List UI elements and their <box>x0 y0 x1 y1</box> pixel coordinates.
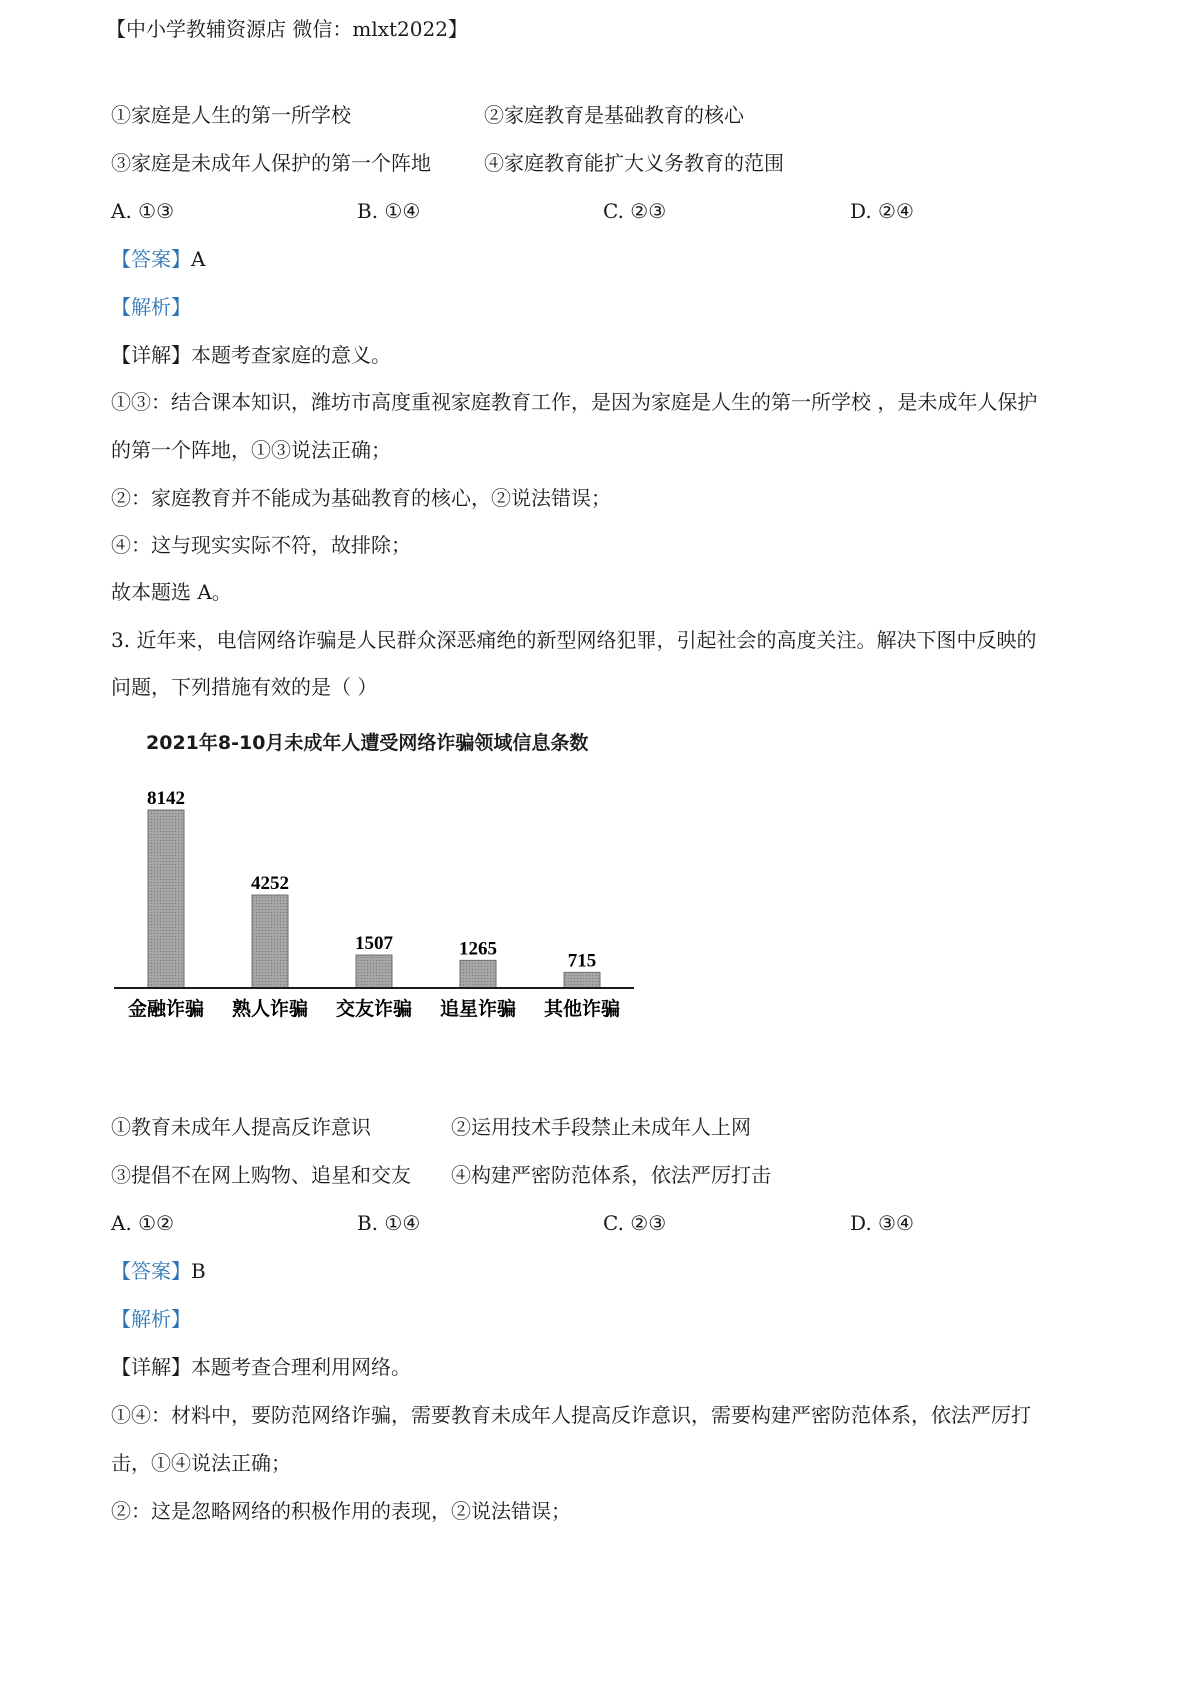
q2-explain-1a: ①③：结合课本知识，潍坊市高度重视家庭教育工作，是因为家庭是人生的第一所学校 ，是未成年人保护 <box>111 390 1038 414</box>
q2-answer <box>111 245 205 273</box>
bar-3 <box>356 955 392 988</box>
category-label-5: 其他诈骗 <box>543 998 621 1020</box>
category-label-2: 熟人诈骗 <box>231 998 309 1020</box>
q2-analysis-tag: 【解析】 <box>111 295 191 319</box>
bar-5 <box>564 972 600 988</box>
bar-value-label-3: 1507 <box>355 933 393 955</box>
q2-detail: 【详解】本题考查家庭的意义。 <box>111 343 391 367</box>
q2-choice-c: C. ②③ <box>603 199 667 223</box>
q2-option-1: ①家庭是人生的第一所学校 <box>111 103 351 127</box>
q3-choice-a: A. ①② <box>111 1211 175 1235</box>
q2-choice-a: A. ①③ <box>111 199 175 223</box>
q3-option-4: ④构建严密防范体系，依法严厉打击 <box>451 1163 771 1187</box>
q3-explain-2: ②：这是忽略网络的积极作用的表现，②说法错误； <box>111 1499 571 1523</box>
q3-choice-c: C. ②③ <box>603 1211 667 1235</box>
q3-explain-1b: 击，①④说法正确； <box>111 1451 291 1475</box>
q2-conclusion: 故本题选 A。 <box>111 580 232 604</box>
q2-option-4: ④家庭教育能扩大义务教育的范围 <box>484 151 784 175</box>
q3-choice-d: D. ③④ <box>850 1211 914 1235</box>
bar-value-label-2: 4252 <box>251 873 289 895</box>
bar-1 <box>148 810 184 988</box>
q3-stem-b: 问题，下列措施有效的是（ ） <box>111 675 378 699</box>
q2-explain-2: ②：家庭教育并不能成为基础教育的核心，②说法错误； <box>111 486 611 510</box>
category-label-4: 追星诈骗 <box>439 998 517 1020</box>
q3-option-1: ①教育未成年人提高反诈意识 <box>111 1115 371 1139</box>
q3-answer-tag: 【答案】 <box>111 1259 191 1283</box>
bar-value-label-5: 715 <box>567 950 597 972</box>
q3-choice-b: B. ①④ <box>357 1211 421 1235</box>
q3-answer-value: B <box>191 1259 206 1283</box>
q3-stem-a: 3. 近年来，电信网络诈骗是人民群众深恶痛绝的新型网络犯罪，引起社会的高度关注。解决下图中反映的 <box>111 628 1037 652</box>
category-label-1: 金融诈骗 <box>127 998 205 1020</box>
q2-explain-3: ④：这与现实实际不符，故排除； <box>111 533 411 557</box>
chart-title: 2021年8-10月未成年人遭受网络诈骗领域信息条数 <box>146 732 589 754</box>
q2-explain-1b: 的第一个阵地，①③说法正确； <box>111 438 391 462</box>
q2-option-2: ②家庭教育是基础教育的核心 <box>484 103 744 127</box>
page-header: 【中小学教辅资源店 微信：mlxt2022】 <box>106 17 468 41</box>
q3-analysis-tag: 【解析】 <box>111 1307 191 1331</box>
q2-answer-value: A <box>191 247 206 271</box>
q3-detail: 【详解】本题考查合理利用网络。 <box>111 1355 411 1379</box>
bar-value-label-1: 8142 <box>147 788 185 809</box>
q3-answer <box>111 1257 206 1285</box>
bar-2 <box>252 895 288 988</box>
category-label-3: 交友诈骗 <box>335 998 413 1020</box>
q3-option-2: ②运用技术手段禁止未成年人上网 <box>451 1115 751 1139</box>
q3-option-3: ③提倡不在网上购物、追星和交友 <box>111 1163 411 1187</box>
bar-4 <box>460 960 496 988</box>
q3-explain-1a: ①④：材料中，要防范网络诈骗，需要教育未成年人提高反诈意识，需要构建严密防范体系，依法严厉打 <box>111 1403 1031 1427</box>
q2-choice-b: B. ①④ <box>357 199 421 223</box>
q2-option-3: ③家庭是未成年人保护的第一个阵地 <box>111 151 431 175</box>
bar-value-label-4: 1265 <box>459 938 497 960</box>
bar-chart <box>100 720 660 1040</box>
q2-choice-d: D. ②④ <box>850 199 914 223</box>
q2-answer-tag: 【答案】 <box>111 247 191 271</box>
